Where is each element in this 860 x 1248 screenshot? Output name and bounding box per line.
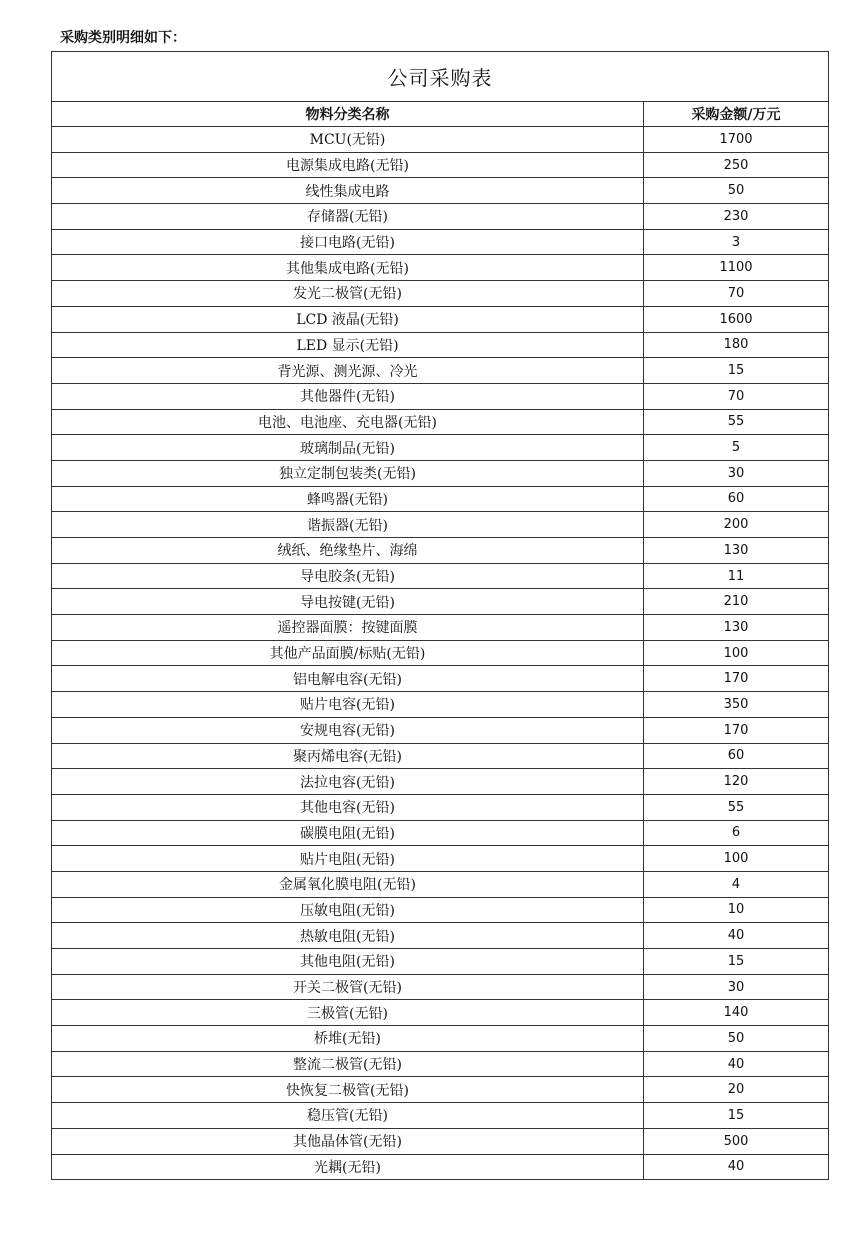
- material-category-cell: 贴片电容(无铅): [52, 692, 644, 718]
- material-category-cell: MCU(无铅): [52, 127, 644, 153]
- material-category-cell: 背光源、测光源、冷光: [52, 358, 644, 384]
- purchase-amount-cell: 40: [644, 923, 829, 949]
- purchase-amount-cell: 4: [644, 871, 829, 897]
- table-row: [52, 692, 829, 718]
- material-category-cell: 法拉电容(无铅): [52, 769, 644, 795]
- purchase-amount-cell: 50: [644, 1026, 829, 1052]
- purchase-amount-cell: 170: [644, 666, 829, 692]
- purchase-amount-cell: 10: [644, 897, 829, 923]
- table-row: [52, 640, 829, 666]
- table-row: [52, 871, 829, 897]
- material-category-cell: 其他电阻(无铅): [52, 949, 644, 975]
- table-row: [52, 538, 829, 564]
- purchase-amount-cell: 6: [644, 820, 829, 846]
- material-category-cell: LED 显示(无铅): [52, 332, 644, 358]
- procurement-table-container: [51, 51, 828, 1180]
- purchase-amount-cell: 50: [644, 178, 829, 204]
- material-category-cell: 谐振器(无铅): [52, 512, 644, 538]
- purchase-amount-cell: 140: [644, 1000, 829, 1026]
- material-category-cell: 其他晶体管(无铅): [52, 1128, 644, 1154]
- material-category-cell: 聚丙烯电容(无铅): [52, 743, 644, 769]
- table-row: [52, 127, 829, 153]
- column-header-name: 物料分类名称: [52, 102, 644, 127]
- purchase-amount-cell: 120: [644, 769, 829, 795]
- table-row: [52, 1128, 829, 1154]
- purchase-amount-cell: 60: [644, 743, 829, 769]
- material-category-cell: 蜂鸣器(无铅): [52, 486, 644, 512]
- purchase-amount-cell: 200: [644, 512, 829, 538]
- table-row: [52, 1154, 829, 1180]
- purchase-amount-cell: 230: [644, 204, 829, 230]
- material-category-cell: 碳膜电阻(无铅): [52, 820, 644, 846]
- purchase-amount-cell: 100: [644, 846, 829, 872]
- table-row: [52, 486, 829, 512]
- purchase-amount-cell: 15: [644, 949, 829, 975]
- purchase-amount-cell: 20: [644, 1077, 829, 1103]
- purchase-amount-cell: 250: [644, 152, 829, 178]
- material-category-cell: 稳压管(无铅): [52, 1103, 644, 1129]
- material-category-cell: 贴片电阻(无铅): [52, 846, 644, 872]
- table-row: [52, 794, 829, 820]
- table-row: [52, 1103, 829, 1129]
- material-category-cell: 其他集成电路(无铅): [52, 255, 644, 281]
- purchase-amount-cell: 70: [644, 281, 829, 307]
- purchase-amount-cell: 55: [644, 794, 829, 820]
- material-category-cell: 三极管(无铅): [52, 1000, 644, 1026]
- table-row: [52, 383, 829, 409]
- column-header-amount: 采购金额/万元: [644, 102, 829, 127]
- material-category-cell: 整流二极管(无铅): [52, 1051, 644, 1077]
- purchase-amount-cell: 1700: [644, 127, 829, 153]
- material-category-cell: 桥堆(无铅): [52, 1026, 644, 1052]
- table-row: [52, 204, 829, 230]
- procurement-table: [51, 51, 829, 1180]
- purchase-amount-cell: 500: [644, 1128, 829, 1154]
- table-row: [52, 589, 829, 615]
- material-category-cell: LCD 液晶(无铅): [52, 306, 644, 332]
- purchase-amount-cell: 15: [644, 358, 829, 384]
- table-row: [52, 923, 829, 949]
- material-category-cell: 开关二极管(无铅): [52, 974, 644, 1000]
- purchase-amount-cell: 1100: [644, 255, 829, 281]
- purchase-amount-cell: 15: [644, 1103, 829, 1129]
- purchase-amount-cell: 30: [644, 974, 829, 1000]
- table-row: [52, 1077, 829, 1103]
- purchase-amount-cell: 130: [644, 538, 829, 564]
- table-row: [52, 743, 829, 769]
- table-row: [52, 332, 829, 358]
- table-row: [52, 846, 829, 872]
- material-category-cell: 绒纸、绝缘垫片、海绵: [52, 538, 644, 564]
- table-row: [52, 820, 829, 846]
- table-row: [52, 281, 829, 307]
- table-row: [52, 897, 829, 923]
- purchase-amount-cell: 5: [644, 435, 829, 461]
- purchase-amount-cell: 11: [644, 563, 829, 589]
- material-category-cell: 压敏电阻(无铅): [52, 897, 644, 923]
- material-category-cell: 玻璃制品(无铅): [52, 435, 644, 461]
- purchase-amount-cell: 130: [644, 615, 829, 641]
- purchase-amount-cell: 180: [644, 332, 829, 358]
- table-row: [52, 666, 829, 692]
- material-category-cell: 其他电容(无铅): [52, 794, 644, 820]
- table-row: [52, 152, 829, 178]
- table-row: [52, 229, 829, 255]
- material-category-cell: 导电按键(无铅): [52, 589, 644, 615]
- purchase-amount-cell: 55: [644, 409, 829, 435]
- purchase-amount-cell: 70: [644, 383, 829, 409]
- material-category-cell: 导电胶条(无铅): [52, 563, 644, 589]
- material-category-cell: 电源集成电路(无铅): [52, 152, 644, 178]
- table-row: [52, 769, 829, 795]
- table-row: [52, 512, 829, 538]
- material-category-cell: 存储器(无铅): [52, 204, 644, 230]
- table-row: [52, 306, 829, 332]
- table-row: [52, 1026, 829, 1052]
- table-row: [52, 1000, 829, 1026]
- intro-text: 采购类别明细如下：: [60, 30, 186, 46]
- material-category-cell: 线性集成电路: [52, 178, 644, 204]
- purchase-amount-cell: 1600: [644, 306, 829, 332]
- purchase-amount-cell: 100: [644, 640, 829, 666]
- table-row: [52, 615, 829, 641]
- material-category-cell: 热敏电阻(无铅): [52, 923, 644, 949]
- table-row: [52, 974, 829, 1000]
- table-row: [52, 435, 829, 461]
- table-row: [52, 717, 829, 743]
- table-row: [52, 178, 829, 204]
- table-row: [52, 949, 829, 975]
- table-row: [52, 460, 829, 486]
- purchase-amount-cell: 40: [644, 1154, 829, 1180]
- table-row: [52, 563, 829, 589]
- material-category-cell: 接口电路(无铅): [52, 229, 644, 255]
- material-category-cell: 快恢复二极管(无铅): [52, 1077, 644, 1103]
- purchase-amount-cell: 30: [644, 460, 829, 486]
- purchase-amount-cell: 210: [644, 589, 829, 615]
- table-row: [52, 409, 829, 435]
- purchase-amount-cell: 60: [644, 486, 829, 512]
- material-category-cell: 遥控器面膜：按键面膜: [52, 615, 644, 641]
- table-row: [52, 358, 829, 384]
- purchase-amount-cell: 350: [644, 692, 829, 718]
- material-category-cell: 独立定制包装类(无铅): [52, 460, 644, 486]
- material-category-cell: 铝电解电容(无铅): [52, 666, 644, 692]
- table-row: [52, 1051, 829, 1077]
- material-category-cell: 光耦(无铅): [52, 1154, 644, 1180]
- table-header-row: [52, 102, 829, 127]
- table-body: [52, 127, 829, 1180]
- table-row: [52, 255, 829, 281]
- purchase-amount-cell: 3: [644, 229, 829, 255]
- material-category-cell: 其他产品面膜/标贴(无铅): [52, 640, 644, 666]
- purchase-amount-cell: 40: [644, 1051, 829, 1077]
- material-category-cell: 安规电容(无铅): [52, 717, 644, 743]
- material-category-cell: 发光二极管(无铅): [52, 281, 644, 307]
- table-title: 公司采购表: [52, 52, 829, 102]
- purchase-amount-cell: 170: [644, 717, 829, 743]
- material-category-cell: 金属氧化膜电阻(无铅): [52, 871, 644, 897]
- material-category-cell: 其他器件(无铅): [52, 383, 644, 409]
- material-category-cell: 电池、电池座、充电器(无铅): [52, 409, 644, 435]
